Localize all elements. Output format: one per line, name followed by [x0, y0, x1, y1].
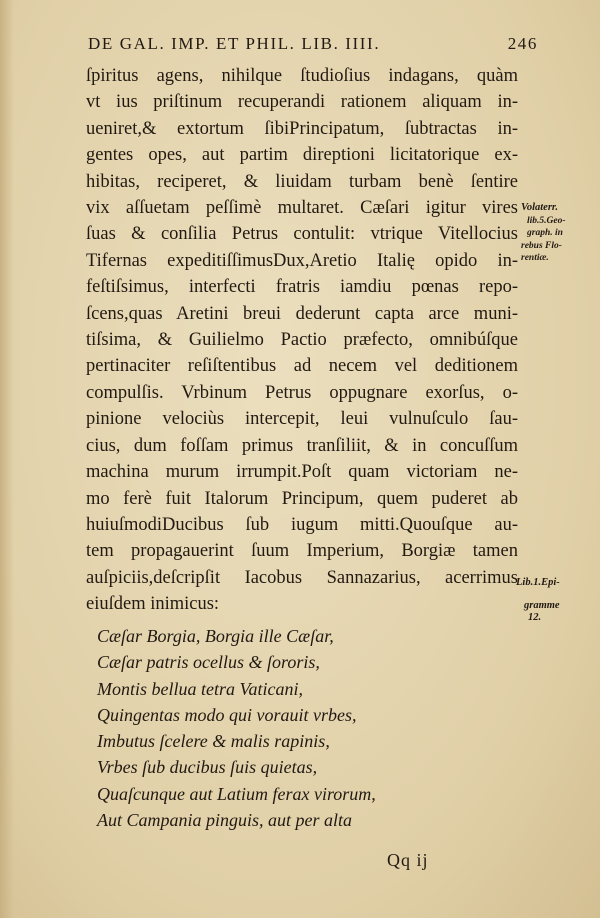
margin-note-line: rentiæ. [521, 253, 549, 263]
text-line: cius, dum foſſam primus tranſiliit, & in concuſſum [86, 435, 518, 456]
text-line: tiſsima, & Guilielmo Pactio præfecto, omnibúſque [86, 330, 518, 351]
text-line: huiuſmodiDucibus ſub iugum mitti.Quouſque au- [86, 514, 518, 535]
text-line: ſuas & conſilia Petrus contulit: vtrique Vitellocius [86, 224, 518, 245]
verse-line: Imbutus ſcelere & malis rapinis, [97, 731, 330, 752]
margin-note-line: lib.5.Geo- [527, 215, 566, 226]
verse-line: Vrbes ſub ducibus ſuis quietas, [97, 757, 318, 778]
margin-note-line: rebus Flo- [521, 240, 562, 251]
text-line: auſpiciis,deſcripſit Iacobus Sannazarius, acerrimus [86, 567, 518, 588]
text-line: eiuſdem inimicus: [86, 594, 220, 615]
margin-note-line: Lib.1.Epi- [516, 577, 560, 588]
margin-note-line: gramme [524, 599, 560, 611]
signature-mark: Qq ij [387, 850, 429, 870]
text-line: vix aſſuetam peſſimè multaret. Cæſari igitur vires [86, 198, 518, 219]
verse-line: Quaſcunque aut Latium ferax virorum, [97, 783, 376, 804]
text-line: machina murum irrumpit.Poſt quam victoriam ne- [86, 462, 518, 483]
running-title: DE GAL. IMP. ET PHIL. LIB. IIII. [88, 34, 381, 53]
verse-line: Cæſar patris ocellus & ſororis, [97, 652, 320, 673]
body-text [86, 63, 518, 618]
text-line: Tifernas expeditiſſimusDux,Aretio Italię opido in- [86, 250, 518, 271]
verse-line: Montis bellua tetra Vaticani, [97, 678, 303, 699]
margin-note-line: graph. in [527, 228, 563, 238]
text-line: tem propagauerint ſuum Imperium, Borgiæ tamen [86, 541, 518, 562]
margin-note-line: 12. [528, 612, 542, 623]
margin-note-epigramme [516, 577, 560, 625]
text-line: mo ferè fuit Italorum Principum, quem puderet ab [86, 488, 518, 509]
text-line: pertinaciter reſiſtentibus ad necem vel deditionem [86, 356, 518, 377]
verse-line: Cæſar Borgia, Borgia ille Cæſar, [97, 626, 334, 646]
margin-note-line: Volaterr. [521, 202, 559, 213]
text-line: pinione velociùs intercepit, leui vulnuſculo ſau- [86, 409, 518, 430]
margin-note-volaterranus [521, 202, 566, 265]
text-line: ueniret,& extortum ſibiPrincipatum, ſubtractas in- [86, 118, 518, 139]
text-line: gentes opes, aut partim direptioni licitatorique ex- [86, 145, 518, 166]
text-line: ſpiritus agens, nihilque ſtudioſius indagans, quàm [86, 66, 518, 86]
running-header [88, 34, 538, 54]
page-number: 246 [507, 34, 538, 53]
text-line: hibitas, reciperet, & liuidam turbam benè ſentire [86, 171, 518, 192]
text-line: compulſis. Vrbinum Petrus oppugnare exorſus, o- [86, 382, 518, 403]
text-line: feſtiſsimus, interfecti fratris iamdiu pœnas repo- [86, 277, 518, 298]
verse-line: Aut Campania pinguis, aut per alta [97, 810, 353, 831]
verse-line: Quingentas modo qui vorauit vrbes, [97, 704, 357, 725]
verse-block [97, 623, 437, 833]
text-line: vt ius priſtinum recuperandi rationem aliquam in- [86, 92, 518, 113]
text-line: ſcens,quas Aretini breui dederunt capta arce muni- [86, 303, 518, 324]
